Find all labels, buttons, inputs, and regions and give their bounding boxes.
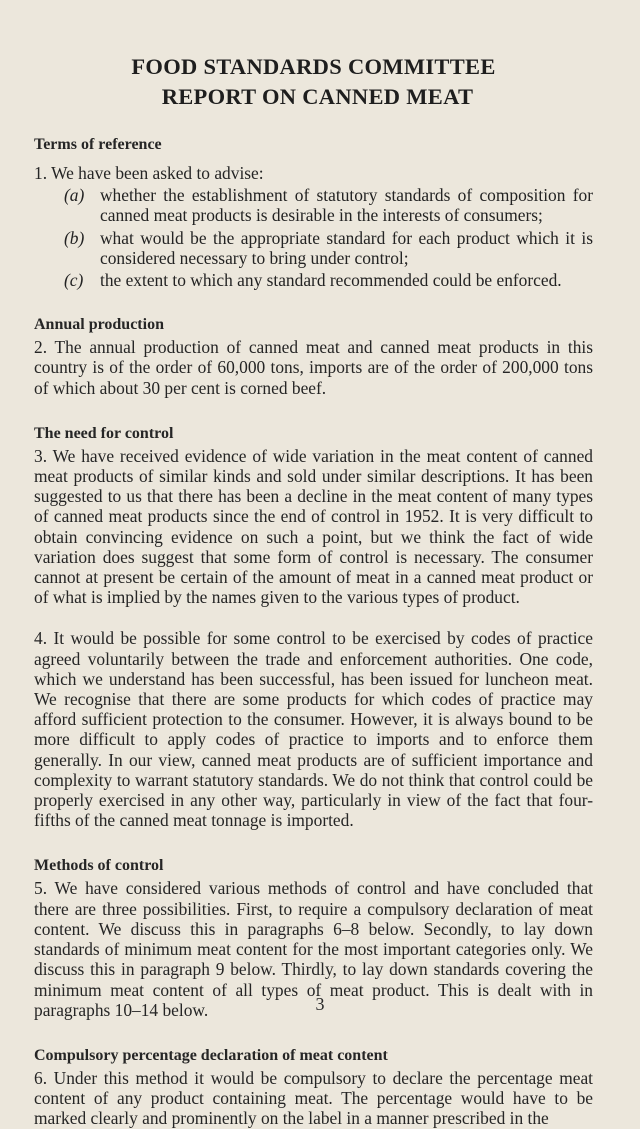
- need-heading: The need for control: [34, 424, 174, 442]
- committee-title: FOOD STANDARDS COMMITTEE: [131, 54, 496, 79]
- compulsory-heading: Compulsory percentage declaration of meat content: [34, 1046, 388, 1064]
- section-terms-of-reference: [34, 135, 593, 290]
- report-title: REPORT ON CANNED MEAT: [161, 84, 474, 109]
- list-item-text: the extent to which any standard recommended could be enforced.: [100, 270, 562, 291]
- paragraph-4: 4. It would be possible for some control to be exercised by codes of practice agreed voluntarily between the trade and enforcement authorities. One code, which we understand has been successful, has been issued for luncheon meat. We recognise that there are some products for which codes of practice may afford sufficient protection to the consumer. However, it is always bound to be more difficult to apply codes of practice to imports and to enforce them generally. In our view, canned meat products are of sufficient importance and complexity to warrant statutory standards. We do not think that control could be properly exercised in any other way, particularly in view of the fact that four-fifths of the canned meat tonnage is imported.: [34, 628, 593, 831]
- list-item-text: whether the establishment of statutory standards of composition for canned meat products is desirable in the interests of consumers;: [100, 185, 593, 226]
- list-item-label: (b): [64, 227, 85, 248]
- terms-heading: Terms of reference: [34, 136, 162, 153]
- section-annual-production: [34, 315, 593, 398]
- paragraph-6: 6. Under this method it would be compulsory to declare the percentage meat content of any product containing meat. The percentage would have to be marked clearly and prominently on the label in a manner prescribed in the: [34, 1067, 593, 1129]
- section-compulsory-declaration: [34, 1046, 593, 1129]
- paragraph-5: 5. We have considered various methods of control and have concluded that there are three possibilities. First, to require a compulsory declaration of meat content. We discuss this in paragraphs 6–8 below. Secondly, to lay down standards of minimum meat content for the most important categories only. We discuss this in paragraph 9 below. Thirdly, to lay down standards covering the minimum meat content of all types of meat product. This is dealt with in paragraphs 10–14 below.: [34, 878, 593, 1020]
- methods-heading: Methods of control: [34, 857, 164, 875]
- page-number: 3: [315, 994, 325, 1014]
- list-item: [64, 185, 593, 225]
- list-item-label: (c): [64, 270, 84, 291]
- section-need-for-control: [34, 424, 593, 831]
- annual-heading: Annual production: [34, 316, 164, 334]
- terms-list: [64, 185, 593, 290]
- paragraph-1: 1. We have been asked to advise:: [34, 163, 264, 183]
- list-item-label: (a): [64, 185, 85, 206]
- title-block: [34, 0, 593, 112]
- paragraph-2: 2. The annual production of canned meat and canned meat products in this country is of the order of 60,000 tons, imports are of the order of 200,000 tons of which about 30 per cent is corned beef.: [34, 337, 593, 398]
- list-item: [64, 270, 593, 290]
- list-item: [64, 228, 593, 268]
- list-item-text: what would be the appropriate standard for each product which it is considered necessary to bring under control;: [100, 227, 593, 268]
- paragraph-3: 3. We have received evidence of wide variation in the meat content of canned meat products of similar kinds and sold under similar descriptions. It has been suggested to us that there has been a decline in the meat content of many types of canned meat products since the end of control in 1952. It is very difficult to obtain convincing evidence on such a point, but we think the fact of wide variation does suggest that some form of control is necessary. The consumer cannot at present be certain of the amount of meat in a canned meat product or of what is implied by the names given to the various types of product.: [34, 445, 593, 608]
